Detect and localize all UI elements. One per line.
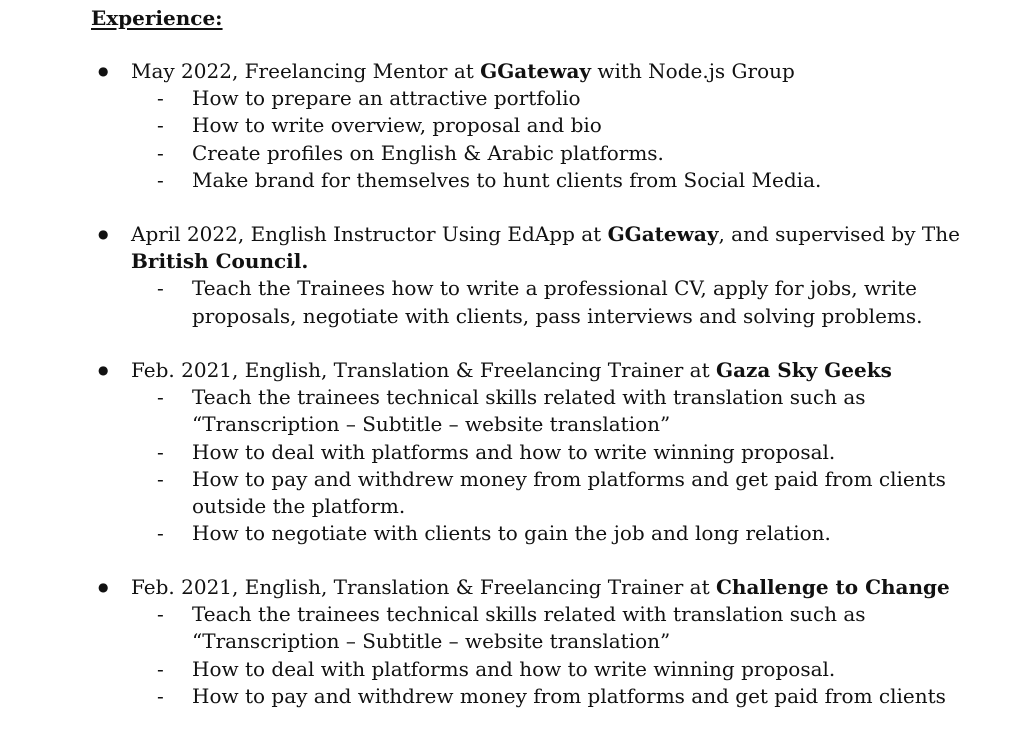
- section-heading: Experience:: [91, 6, 223, 30]
- item-text: Teach the trainees technical skills related with translation such as: [192, 602, 866, 627]
- dash-icon: -: [157, 140, 164, 165]
- entry-title: [0, 58, 1024, 85]
- sub-list: [0, 384, 1024, 547]
- item-text: How to deal with platforms and how to write winning proposal.: [192, 656, 836, 681]
- list-item: [0, 275, 1024, 329]
- item-text-continued: outside the platform.: [192, 494, 406, 519]
- entry-prefix: Feb. 2021, English, Translation & Freelancing Trainer at: [131, 358, 716, 382]
- experience-entry: [0, 574, 1024, 710]
- item-text: Teach the Trainees how to write a professional CV, apply for jobs, write: [192, 276, 917, 301]
- list-item: [0, 601, 1024, 655]
- list-item: [0, 167, 1024, 194]
- item-text: Teach the trainees technical skills related with translation such as: [192, 385, 866, 410]
- item-text: How to negotiate with clients to gain the job and long relation.: [192, 521, 831, 546]
- item-text: How to write overview, proposal and bio: [192, 113, 602, 138]
- list-item: [0, 85, 1024, 112]
- entry-suffix: , and supervised by The: [718, 222, 960, 246]
- entry-prefix: April 2022, English Instructor Using EdApp at: [131, 222, 608, 246]
- sub-list: [0, 601, 1024, 710]
- entry-org: Challenge to Change: [715, 575, 950, 599]
- dash-icon: -: [157, 683, 164, 708]
- entry-org-secondary: British Council.: [131, 249, 309, 274]
- list-item: [0, 656, 1024, 683]
- item-text: How to prepare an attractive portfolio: [192, 86, 581, 111]
- list-item: [0, 439, 1024, 466]
- bullet-icon: ●: [98, 363, 109, 377]
- entry-suffix: with Node.js Group: [591, 59, 795, 83]
- entry-title: [0, 221, 1024, 248]
- item-text: Make brand for themselves to hunt clients from Social Media.: [192, 167, 822, 192]
- list-item: [0, 466, 1024, 520]
- item-text: Create profiles on English & Arabic platforms.: [192, 140, 664, 165]
- entry-org: GGateway: [480, 59, 592, 83]
- item-text-continued: “Transcription – Subtitle – website translation”: [192, 412, 671, 437]
- item-text: How to deal with platforms and how to write winning proposal.: [192, 439, 836, 464]
- item-text: How to pay and withdrew money from platforms and get paid from clients: [192, 466, 946, 491]
- item-text-continued: “Transcription – Subtitle – website translation”: [192, 629, 671, 654]
- dash-icon: -: [157, 86, 164, 111]
- bullet-icon: ●: [98, 227, 109, 241]
- dash-icon: -: [157, 276, 164, 301]
- list-item: [0, 112, 1024, 139]
- dash-icon: -: [157, 439, 164, 464]
- entry-title-continued: [0, 248, 1024, 275]
- bullet-icon: ●: [98, 64, 109, 78]
- dash-icon: -: [157, 602, 164, 627]
- bullet-icon: ●: [98, 580, 109, 594]
- experience-entry: [0, 221, 1024, 330]
- dash-icon: -: [157, 466, 164, 491]
- dash-icon: -: [157, 521, 164, 546]
- item-text-continued: proposals, negotiate with clients, pass interviews and solving problems.: [192, 303, 923, 328]
- item-text: How to pay and withdrew money from platforms and get paid from clients: [192, 683, 946, 708]
- dash-icon: -: [157, 656, 164, 681]
- experience-entry: [0, 357, 1024, 547]
- list-item: [0, 140, 1024, 167]
- dash-icon: -: [157, 113, 164, 138]
- list-item: [0, 384, 1024, 438]
- sub-list: [0, 85, 1024, 194]
- entry-org: GGateway: [607, 222, 719, 246]
- dash-icon: -: [157, 167, 164, 192]
- entry-prefix: Feb. 2021, English, Translation & Freelancing Trainer at: [131, 575, 716, 599]
- entry-org: Gaza Sky Geeks: [715, 358, 892, 382]
- list-item: [0, 683, 1024, 710]
- experience-entry: [0, 58, 1024, 194]
- sub-list: [0, 275, 1024, 329]
- list-item: [0, 520, 1024, 547]
- dash-icon: -: [157, 385, 164, 410]
- entry-title: [0, 574, 1024, 601]
- entry-title: [0, 357, 1024, 384]
- entry-prefix: May 2022, Freelancing Mentor at: [131, 59, 481, 83]
